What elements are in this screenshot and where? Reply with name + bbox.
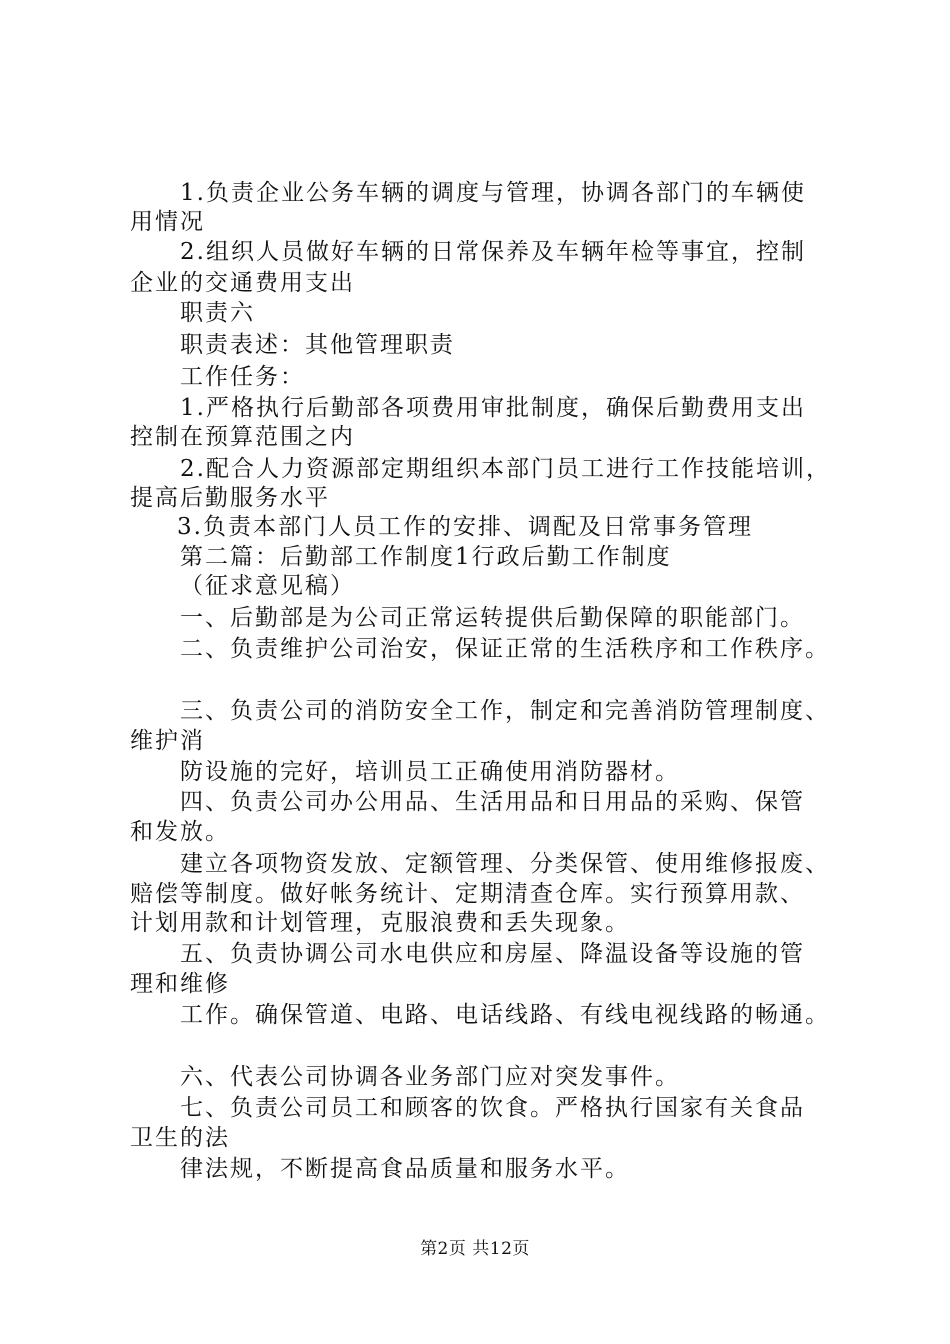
text-line: 计划用款和计划管理，克服浪费和丢失现象。 [130,910,630,936]
text-line: 2.组织人员做好车辆的日常保养及车辆年检等事宜，控制 [180,239,806,265]
text-line: 工作任务： [180,364,305,390]
text-line: 四、负责公司办公用品、生活用品和日用品的采购、保管 [180,789,805,815]
text-line: 工作。确保管道、电路、电话线路、有线电视线路的畅通。 [180,1002,830,1028]
text-line: 控制在预算范围之内 [130,424,355,450]
text-line: （征求意见稿） [180,573,355,599]
text-line: 卫生的法 [130,1125,230,1151]
text-line: 七、负责公司员工和顾客的饮食。严格执行国家有关食品 [180,1095,805,1121]
page-number-footer: 第2页 共12页 [420,1239,530,1259]
text-line: 赔偿等制度。做好帐务统计、定期清查仓库。实行预算用款、 [130,881,805,907]
text-line: 六、代表公司协调各业务部门应对突发事件。 [180,1064,680,1090]
text-line: 三、负责公司的消防安全工作，制定和完善消防管理制度、 [180,698,830,724]
text-line: 律法规，不断提高食品质量和服务水平。 [180,1156,630,1182]
text-line: 理和维修 [130,971,230,997]
text-line: 职责六 [180,300,255,326]
text-line: 1.负责企业公务车辆的调度与管理，协调各部门的车辆使 [180,180,806,206]
text-line: 防设施的完好，培训员工正确使用消防器材。 [180,759,680,785]
section-heading: 第二篇：后勤部工作制度1行政后勤工作制度 [180,544,672,570]
text-line: 提高后勤服务水平 [130,485,330,511]
text-line: 建立各项物资发放、定额管理、分类保管、使用维修报废、 [180,851,830,877]
text-line: 维护消 [130,728,205,754]
text-line: 职责表述：其他管理职责 [180,332,455,358]
text-line: 1.严格执行后勤部各项费用审批制度，确保后勤费用支出 [180,395,806,421]
text-line: 用情况 [130,209,205,235]
text-line: 五、负责协调公司水电供应和房屋、降温设备等设施的管 [180,941,805,967]
text-line: 一、后勤部是为公司正常运转提供后勤保障的职能部门。 [180,605,805,631]
text-line: 3.负责本部门人员工作的安排、调配及日常事务管理 [177,514,753,540]
text-line: 二、负责维护公司治安，保证正常的生活秩序和工作秩序。 [180,636,830,662]
text-line: 和发放。 [130,819,230,845]
text-line: 企业的交通费用支出 [130,270,355,296]
text-line: 2.配合人力资源部定期组织本部门员工进行工作技能培训， [180,456,831,482]
